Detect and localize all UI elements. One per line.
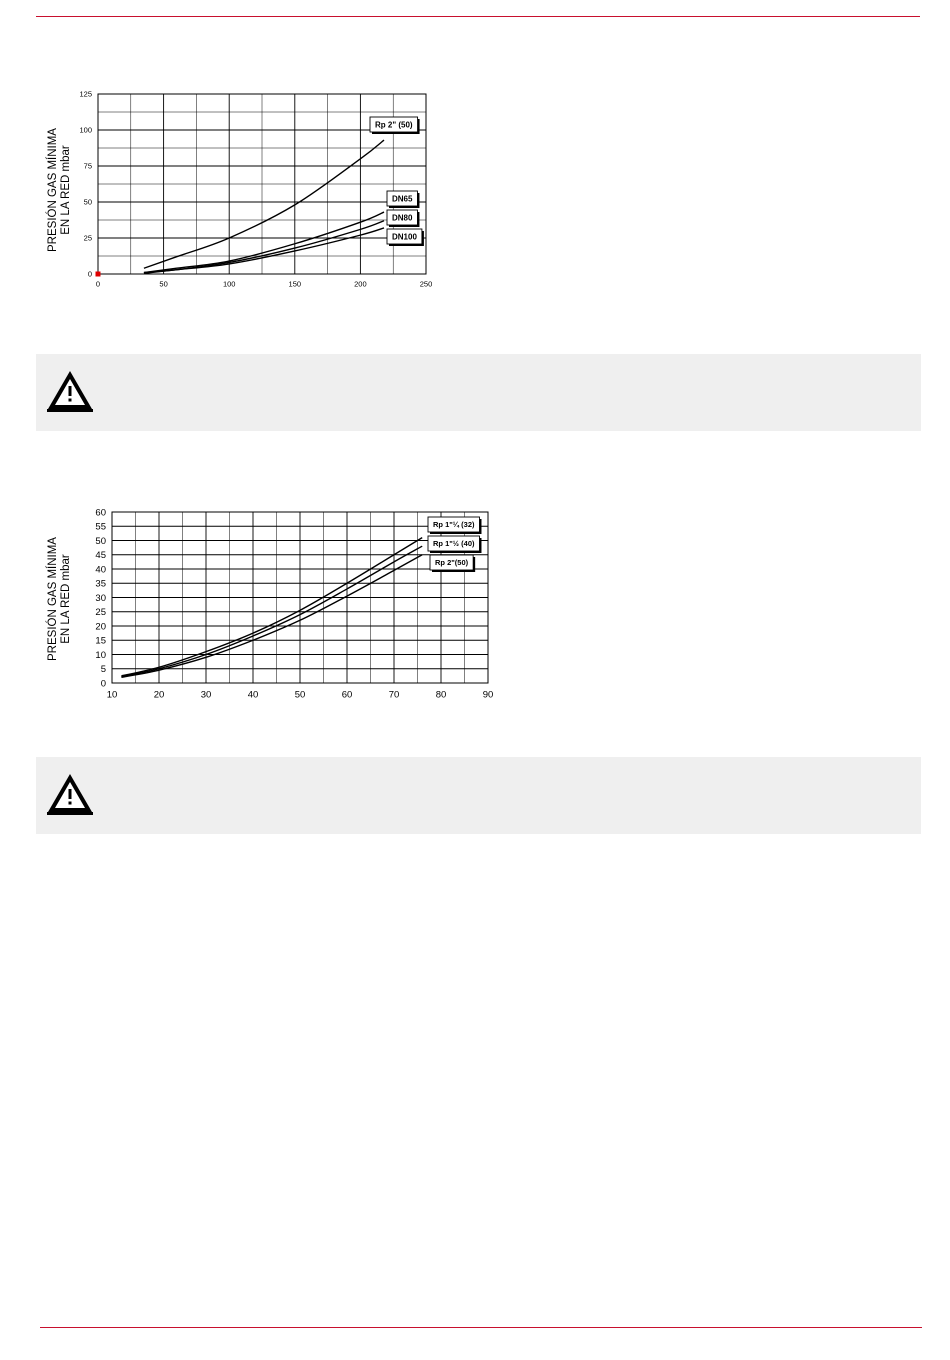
x-tick-label: 80 — [435, 689, 447, 701]
y-tick-label: 20 — [95, 621, 106, 633]
y-tick-label: 25 — [95, 607, 106, 619]
x-tick-label: 200 — [354, 279, 367, 289]
x-tick-label: 40 — [247, 689, 259, 701]
series-label: Rp 1"¼ (32) — [433, 520, 475, 530]
bottom-rule — [40, 1327, 922, 1328]
series-label: Rp 2" (50) — [375, 120, 413, 130]
x-tick-label: 10 — [106, 689, 118, 701]
y-tick-label: 40 — [95, 564, 106, 576]
warning-box-2 — [36, 757, 921, 834]
y-tick-label: 45 — [95, 550, 106, 562]
y-tick-label: 60 — [95, 507, 106, 519]
series-label: DN65 — [392, 194, 413, 204]
y-tick-label: 35 — [95, 578, 106, 590]
y-tick-label: 50 — [95, 535, 106, 547]
series-label: DN100 — [392, 232, 417, 242]
x-tick-label: 30 — [200, 689, 212, 701]
y-tick-label: 0 — [100, 678, 106, 690]
y-tick-label: 25 — [83, 233, 92, 243]
y-tick-label: 15 — [95, 635, 106, 647]
y-tick-label: 30 — [95, 592, 106, 604]
x-tick-label: 60 — [341, 689, 353, 701]
series-line — [121, 555, 422, 678]
y-axis-label-line1: PRESIÓN GAS MÍNIMA — [47, 537, 59, 661]
y-tick-label: 50 — [83, 197, 92, 207]
y-tick-label: 10 — [95, 649, 106, 661]
warning-icon — [46, 772, 94, 816]
x-tick-label: 0 — [95, 279, 101, 289]
x-tick-label: 20 — [153, 689, 165, 701]
x-tick-label: 100 — [222, 279, 236, 289]
x-tick-label: 70 — [388, 689, 400, 701]
y-tick-label: 0 — [87, 269, 92, 279]
y-axis-label-line1: PRESIÓN GAS MÍNIMA — [47, 128, 59, 252]
x-tick-label: 250 — [419, 279, 433, 289]
series-line — [121, 538, 422, 676]
y-axis-label — [46, 519, 74, 679]
series-label: Rp 1"½ (40) — [433, 539, 475, 549]
x-tick-label: 150 — [288, 279, 302, 289]
x-tick-label: 90 — [482, 689, 494, 701]
x-tick-label: 50 — [294, 689, 306, 701]
y-tick-label: 100 — [79, 125, 92, 135]
y-tick-label: 55 — [95, 521, 106, 533]
y-axis-label-line2: EN LA RED mbar — [60, 145, 72, 235]
y-tick-label: 75 — [83, 161, 92, 171]
series-label: DN80 — [392, 213, 413, 223]
y-tick-label: 125 — [79, 89, 92, 99]
series-label: Rp 2"(50) — [435, 558, 469, 568]
x-tick-label: 50 — [159, 279, 168, 289]
y-axis-label-line2: EN LA RED mbar — [60, 554, 72, 644]
y-tick-label: 5 — [100, 664, 106, 676]
